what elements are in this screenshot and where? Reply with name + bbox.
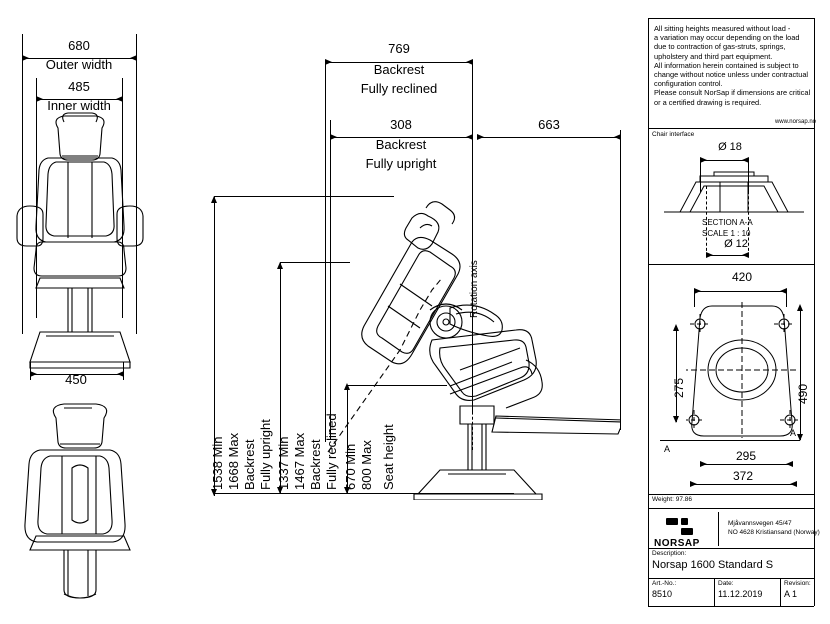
dim-490-value: 490 bbox=[796, 383, 810, 404]
ext-663-right bbox=[620, 130, 621, 430]
arrow-outer-right bbox=[130, 55, 137, 61]
dim-base-width-value: 450 bbox=[65, 372, 87, 387]
dim-line-490 bbox=[800, 306, 801, 440]
dim-1538-min: 1538 Min bbox=[210, 436, 225, 490]
note-line-9: or a certified drawing is required. bbox=[654, 97, 762, 107]
section-scale-label: SCALE 1 : 10 bbox=[702, 229, 751, 238]
dim-372-value: 372 bbox=[732, 469, 754, 483]
revision-label: Revision: bbox=[784, 580, 811, 587]
ext-d12-left bbox=[706, 186, 707, 256]
titleblock-top-line bbox=[648, 494, 814, 495]
company-name: NORSAP bbox=[654, 538, 700, 549]
arrow-308-right bbox=[466, 134, 473, 140]
arrow-490-top bbox=[797, 304, 803, 311]
art-no-label: Art.-No.: bbox=[652, 580, 677, 587]
date-label: Date: bbox=[718, 580, 734, 587]
dim-1538-label-1: Backrest bbox=[242, 439, 257, 490]
description-divider bbox=[648, 578, 814, 579]
description-label: Description: bbox=[652, 550, 687, 557]
arrow-372-left bbox=[690, 481, 697, 487]
panel-bottom-line bbox=[648, 606, 814, 607]
ext-base-right bbox=[123, 362, 124, 380]
arrow-769-left bbox=[325, 59, 332, 65]
section-cut-line bbox=[660, 440, 800, 441]
artno-divider bbox=[714, 578, 715, 606]
dim-308-value: 308 bbox=[390, 117, 412, 132]
chair-interface-title: Chair interface bbox=[652, 131, 695, 138]
ext-base-left bbox=[30, 362, 31, 380]
dim-670-max: 800 Max bbox=[359, 440, 374, 490]
dim-308-label-2: Fully upright bbox=[365, 156, 437, 171]
dim-1337-max: 1467 Max bbox=[292, 432, 307, 490]
dim-663-value: 663 bbox=[538, 117, 560, 132]
arrow-420-left bbox=[694, 288, 701, 294]
dim-769-value: 769 bbox=[388, 41, 410, 56]
dim-line-372 bbox=[690, 484, 796, 485]
notes-divider bbox=[648, 128, 814, 129]
note-line-1: All sitting heights measured without load - bbox=[654, 24, 791, 33]
dim-line-663 bbox=[477, 137, 621, 138]
chair-side-view bbox=[300, 180, 620, 505]
section-marker-left: A bbox=[664, 444, 671, 454]
date-value: 11.12.2019 bbox=[718, 589, 763, 599]
address-line-1: Mjåvannsvegen 45/47 bbox=[728, 520, 792, 527]
section-marker-right: A bbox=[790, 428, 797, 438]
note-line-4: upholstery and third part equipment. bbox=[654, 51, 773, 61]
dim-1337-label-2: Fully reclined bbox=[324, 413, 339, 490]
dim-670-min: 670 Min bbox=[343, 443, 358, 490]
note-line-6: change without notice unless under contractual bbox=[654, 70, 809, 80]
address-line-2: NO 4628 Kristiansand (Norway) bbox=[728, 529, 820, 536]
note-line-3: due to contraction of gas-struts, springs, bbox=[654, 42, 786, 52]
chair-front-view bbox=[10, 110, 180, 385]
interface-divider bbox=[648, 264, 814, 265]
section-aa-label: SECTION A-A bbox=[702, 218, 753, 227]
dim-line-420 bbox=[694, 291, 786, 292]
section-aa-drawing bbox=[660, 168, 808, 223]
panel-divider bbox=[648, 18, 649, 606]
arrow-295-left bbox=[700, 461, 707, 467]
arrow-769-right bbox=[466, 59, 473, 65]
arrow-1337-top bbox=[277, 262, 283, 269]
dim-line-295 bbox=[700, 464, 792, 465]
dim-inner-width-value: 485 bbox=[68, 79, 90, 94]
date-divider bbox=[780, 578, 781, 606]
description-value: Norsap 1600 Standard S bbox=[652, 559, 774, 571]
note-line-2: a variation may occur depending on the load bbox=[654, 33, 800, 43]
arrow-275-top bbox=[673, 324, 679, 331]
dim-seat-height-label: Seat height bbox=[381, 424, 396, 490]
dim-1538-label-2: Fully upright bbox=[258, 419, 273, 490]
arrow-275-bottom bbox=[673, 416, 679, 423]
dim-line-d18 bbox=[700, 160, 748, 161]
dim-1337-label-1: Backrest bbox=[308, 439, 323, 490]
dim-275-value: 275 bbox=[672, 377, 686, 398]
arrow-d12-left bbox=[706, 252, 713, 258]
rotation-axis-label: Rotation axis bbox=[469, 260, 480, 318]
notes-url: www.norsap.no bbox=[774, 119, 816, 125]
revision-value: A 1 bbox=[784, 589, 798, 599]
dim-769-label-1: Backrest bbox=[373, 62, 425, 77]
dim-diameter-12: Ø 12 bbox=[724, 238, 748, 250]
arrow-295-right bbox=[786, 461, 793, 467]
dim-diameter-18: Ø 18 bbox=[718, 141, 742, 153]
arrow-outer-left bbox=[22, 55, 29, 61]
dim-1337-min: 1337 Min bbox=[276, 436, 291, 490]
notes-text bbox=[654, 24, 812, 107]
note-line-8: Please consult NorSap if dimensions are critical bbox=[654, 88, 811, 98]
chair-rear-view bbox=[10, 398, 180, 619]
arrow-372-right bbox=[790, 481, 797, 487]
note-line-5: All information herein contained is subject to bbox=[654, 60, 799, 70]
dim-outer-width-value: 680 bbox=[68, 38, 90, 53]
arrow-663-right bbox=[614, 134, 621, 140]
weight-divider bbox=[648, 508, 814, 509]
company-divider bbox=[648, 548, 814, 549]
dim-1538-max: 1668 Max bbox=[226, 432, 241, 490]
dim-inner-width-label: Inner width bbox=[47, 98, 111, 113]
arrow-663-left bbox=[477, 134, 484, 140]
dim-769-label-2: Fully reclined bbox=[360, 81, 438, 96]
logo-divider bbox=[718, 512, 719, 546]
arrow-1538-top bbox=[211, 196, 217, 203]
dim-295-value: 295 bbox=[735, 449, 757, 463]
panel-top-line bbox=[648, 18, 814, 19]
note-line-7: configuration control. bbox=[654, 79, 723, 89]
dim-308-label-1: Backrest bbox=[375, 137, 427, 152]
dim-420-value: 420 bbox=[731, 270, 753, 284]
panel-right-line bbox=[814, 18, 815, 606]
art-no-value: 8510 bbox=[652, 589, 673, 599]
weight-label: Weight: 97.86 bbox=[652, 496, 692, 503]
dim-outer-width-label: Outer width bbox=[45, 57, 113, 72]
dim-line-275 bbox=[676, 326, 677, 422]
arrow-d18-left bbox=[700, 157, 707, 163]
ext-d12-right bbox=[748, 186, 749, 256]
